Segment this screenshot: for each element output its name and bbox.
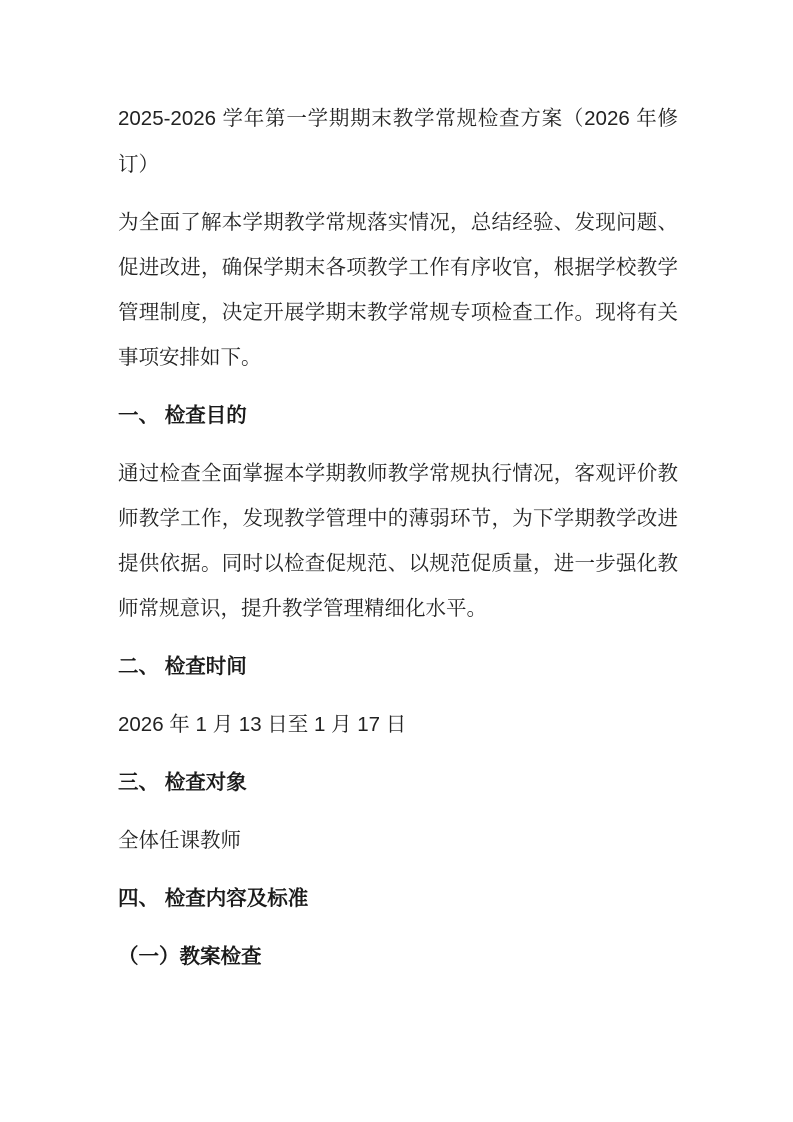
section-2-heading: 二、 检查时间	[118, 655, 247, 678]
section-3-heading: 三、 检查对象	[118, 771, 247, 794]
intro-paragraph: 为全面了解本学期教学常规落实情况，总结经验、发现问题、促进改进，确保学期末各项教学工作有序收官，根据学校教学管理制度，决定开展学期末教学常规专项检查工作。现将有关事项安排如下。	[118, 211, 678, 369]
section-2-body: 2026 年 1 月 13 日至 1 月 17 日	[118, 713, 407, 736]
document-content	[118, 96, 678, 992]
section-3-body: 全体任课教师	[118, 829, 241, 852]
section-1-heading: 一、 检查目的	[118, 404, 247, 427]
section-4-heading: 四、 检查内容及标准	[118, 887, 309, 910]
section-1-body: 通过检查全面掌握本学期教师教学常规执行情况，客观评价教师教学工作，发现教学管理中的薄弱环节，为下学期教学改进提供依据。同时以检查促规范、以规范促质量，进一步强化教师常规意识，提升教学管理精细化水平。	[118, 462, 678, 620]
document-title: 2025-2026 学年第一学期期末教学常规检查方案（2026 年修订）	[118, 107, 678, 176]
section-4-subsection-1-heading: （一）教案检查	[118, 945, 262, 968]
